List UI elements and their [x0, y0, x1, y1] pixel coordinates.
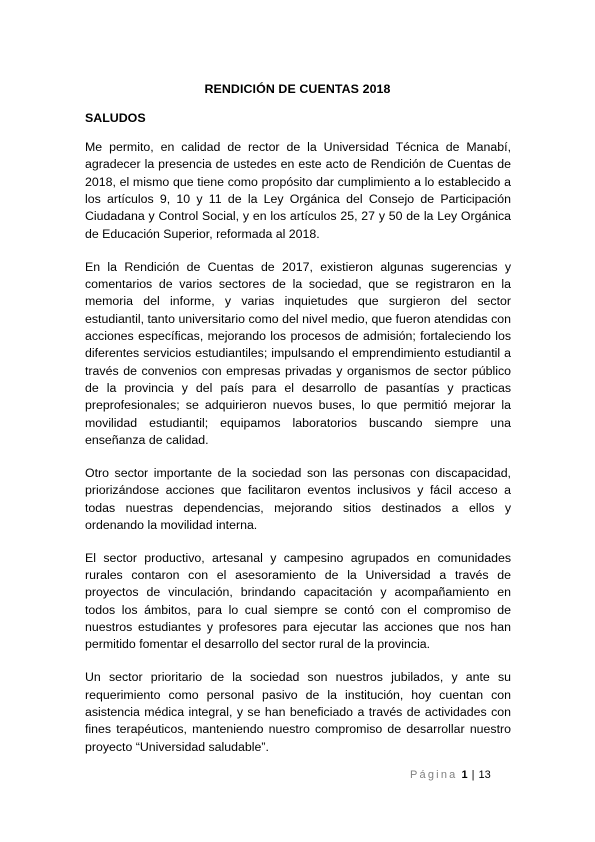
paragraph: Un sector prioritario de la sociedad son nuestros jubilados, y ante su requerimiento como personal pasivo de la institución, hoy cuentan con asistencia médica integral, y se han beneficiado a través de actividades con fines terapéuticos, manteniendo nuestro compromiso de desarrollar nuestro proyecto “Universidad saludable”. [85, 670, 511, 754]
paragraph: Me permito, en calidad de rector de la Universidad Técnica de Manabí, agradecer la presencia de ustedes en este acto de Rendición de Cuentas de 2018, el mismo que tiene como propósito dar cumplimiento a lo establecido a los artículos 9, 10 y 11 de la Ley Orgánica del Consejo de Participación Ciudadana y Control Social, y en los artículos 25, 27 y 50 de la Ley Orgánica de Educación Superior, reformada al 2018. [85, 140, 511, 241]
document-title: RENDICIÓN DE CUENTAS 2018 [204, 82, 391, 96]
document-body [85, 139, 511, 772]
section-heading: SALUDOS [85, 111, 146, 125]
paragraph: En la Rendición de Cuentas de 2017, existieron algunas sugerencias y comentarios de varios sectores de la sociedad, que se registraron en la memoria del informe, y varias inquietudes que surgieron del sector estudiantil, tanto universitario como del nivel medio, que fueron atendidas con acciones específicas, mejorando los procesos de admisión; fortaleciendo los diferentes servicios estudiantiles; impulsando el emprendimiento estudiantil a través de convenios con empresas privadas y organismos de sector público de la provincia y del país para el desarrollo de pasantías y practicas preprofesionales; se adquirieron nuevos buses, lo que permitió mejorar la movilidad estudiantil; equipamos laboratorios buscando siempre una enseñanza de calidad. [85, 259, 511, 447]
page-footer [410, 769, 530, 781]
paragraph: El sector productivo, artesanal y campesino agrupados en comunidades rurales contaron con el asesoramiento de la Universidad a través de proyectos de vinculación, brindando capacitación y acompañamiento en todos los ámbitos, para lo cual siempre se contó con el compromiso de nuestros estudiantes y profesores para ejecutar las acciones que nos han permitido fomentar el desarrollo del sector rural de la provincia. [85, 550, 511, 652]
page-separator: | [471, 769, 475, 781]
paragraph: Otro sector importante de la sociedad son las personas con discapacidad, priorizándose acciones que facilitaron eventos inclusivos y fácil acceso a todas nuestras dependencias, mejorando sitios destinados a ellos y ordenando la movilidad interna. [85, 465, 511, 532]
page-number: 1 [461, 769, 468, 781]
page-label: Página [410, 769, 458, 781]
page-total: 13 [478, 769, 491, 781]
